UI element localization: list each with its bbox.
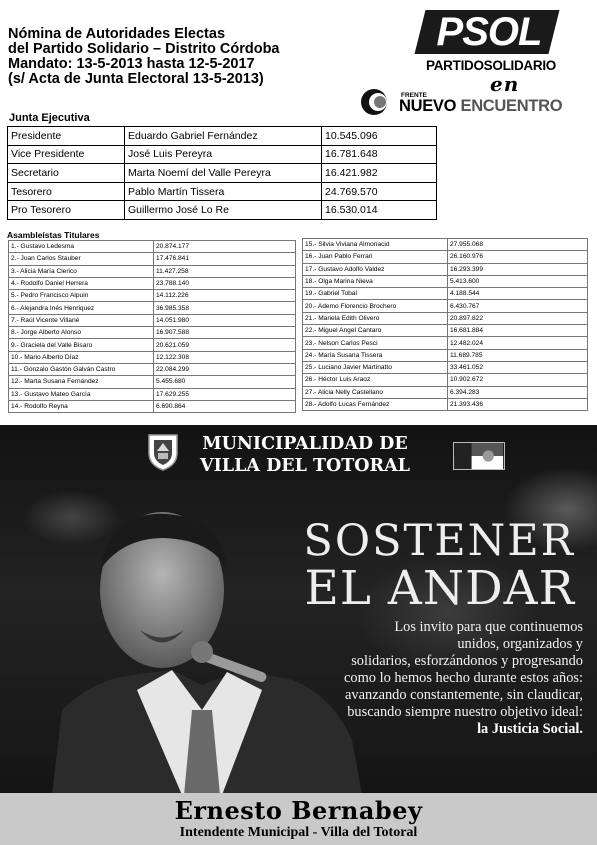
title-line-4: (s/ Acta de Junta Electoral 13-5-2013) bbox=[8, 71, 264, 87]
asambleista-nombre: 28.- Adolfo Lucas Fernández bbox=[303, 398, 448, 410]
connector-text: en bbox=[490, 72, 520, 96]
asambleista-dni: 11.427.258 bbox=[154, 265, 296, 277]
asambleista-row bbox=[303, 300, 588, 312]
asambleista-row bbox=[303, 349, 588, 361]
municipality-line-2: VILLA DEL TOTORAL bbox=[200, 456, 410, 476]
asambleista-nombre: 20.- Ademo Florencio Brochero bbox=[303, 300, 448, 312]
junta-row bbox=[8, 145, 437, 164]
campaign-poster bbox=[0, 425, 597, 845]
asambleista-dni: 12.122.308 bbox=[154, 351, 296, 363]
municipality-line-1: MUNICIPALIDAD DE bbox=[202, 434, 408, 454]
asambleista-row bbox=[9, 265, 296, 277]
junta-nombre: Pablo Martín Tissera bbox=[125, 182, 322, 201]
asambleistas-table-right bbox=[302, 238, 588, 411]
asambleista-dni: 17.629.255 bbox=[154, 388, 296, 400]
asambleista-nombre: 9.- Graciela del Valle Bisaro bbox=[9, 339, 154, 351]
junta-nombre: Guillermo José Lo Re bbox=[125, 201, 322, 220]
junta-cargo: Vice Presidente bbox=[8, 145, 125, 164]
asambleista-nombre: 13.- Gustavo Mateo García bbox=[9, 388, 154, 400]
asambleista-nombre: 17.- Gustavo Adolfo Valdez bbox=[303, 263, 448, 275]
junta-nombre: Marta Noemí del Valle Pereyra bbox=[125, 164, 322, 183]
asambleista-row bbox=[9, 400, 296, 412]
asambleista-row bbox=[9, 327, 296, 339]
junta-cargo: Secretario bbox=[8, 164, 125, 183]
asambleista-dni: 6.430.767 bbox=[448, 300, 588, 312]
asambleista-row bbox=[9, 241, 296, 253]
message-line: como lo hemos hecho durante estos años: bbox=[344, 670, 583, 686]
asambleista-dni: 20.897.822 bbox=[448, 312, 588, 324]
nuevo-encuentro-logo-icon bbox=[360, 88, 388, 116]
mayor-role: Intendente Municipal - Villa del Totoral bbox=[179, 825, 418, 840]
document-title bbox=[8, 27, 353, 87]
asambleista-nombre: 15.- Silvia Viviana Almonacid bbox=[303, 239, 448, 251]
municipal-crest-icon bbox=[146, 431, 180, 471]
asambleistas-table-left bbox=[8, 240, 296, 413]
asambleista-nombre: 26.- Héctor Luis Araoz bbox=[303, 374, 448, 386]
junta-table bbox=[7, 126, 437, 220]
asambleista-dni: 6.394.283 bbox=[448, 386, 588, 398]
junta-row bbox=[8, 182, 437, 201]
asambleista-dni: 14.051.980 bbox=[154, 314, 296, 326]
asambleista-row bbox=[303, 275, 588, 287]
asambleista-row bbox=[303, 288, 588, 300]
asambleista-row bbox=[9, 290, 296, 302]
asambleista-row bbox=[303, 239, 588, 251]
asambleista-dni: 22.084.299 bbox=[154, 363, 296, 375]
asambleista-dni: 16.681.884 bbox=[448, 325, 588, 337]
asambleista-row bbox=[9, 351, 296, 363]
asambleista-dni: 23.788.140 bbox=[154, 277, 296, 289]
asambleista-dni: 21.393.436 bbox=[448, 398, 588, 410]
title-line-2: del Partido Solidario – Distrito Córdoba bbox=[8, 41, 280, 57]
junta-dni: 16.421.982 bbox=[322, 164, 437, 183]
asambleista-nombre: 5.- Pedro Francisco Alpuin bbox=[9, 290, 154, 302]
asambleista-dni: 6.690.864 bbox=[154, 400, 296, 412]
asambleista-row bbox=[9, 253, 296, 265]
asambleista-row bbox=[9, 363, 296, 375]
frente-name-b: ENCUENTRO bbox=[460, 97, 563, 115]
asambleista-nombre: 25.- Luciano Javier Martinatto bbox=[303, 361, 448, 373]
message-line: buscando siempre nuestro objetivo ideal: bbox=[347, 704, 583, 720]
asambleista-nombre: 3.- Alicia María Clerico bbox=[9, 265, 154, 277]
campaign-headline bbox=[303, 516, 575, 616]
frente-name bbox=[399, 97, 562, 116]
junta-dni: 16.781.648 bbox=[322, 145, 437, 164]
asambleista-row bbox=[303, 325, 588, 337]
message-line: unidos, organizados y bbox=[457, 636, 583, 652]
asambleista-nombre: 14.- Rodolfo Reyna bbox=[9, 400, 154, 412]
asambleista-nombre: 8.- Jorge Alberto Alonso bbox=[9, 327, 154, 339]
asambleista-nombre: 24.- María Susana Tissera bbox=[303, 349, 448, 361]
asambleista-row bbox=[303, 251, 588, 263]
junta-nombre: José Luis Pereyra bbox=[125, 145, 322, 164]
asambleista-dni: 17.476.841 bbox=[154, 253, 296, 265]
asambleista-nombre: 4.- Rodolfo Daniel Herrera bbox=[9, 277, 154, 289]
asambleista-dni: 26.160.976 bbox=[448, 251, 588, 263]
asambleista-row bbox=[9, 388, 296, 400]
campaign-message bbox=[283, 619, 583, 738]
junta-dni: 24.769.570 bbox=[322, 182, 437, 201]
title-line-1: Nómina de Autoridades Electas bbox=[8, 26, 226, 42]
asambleista-nombre: 10.- Mario Alberto Díaz bbox=[9, 351, 154, 363]
asambleista-dni: 11.689.785 bbox=[448, 349, 588, 361]
asambleista-row bbox=[303, 386, 588, 398]
junta-dni: 10.545.096 bbox=[322, 127, 437, 146]
asambleista-dni: 12.482.024 bbox=[448, 337, 588, 349]
asambleista-nombre: 27.- Alicia Nelly Castellano bbox=[303, 386, 448, 398]
asambleista-nombre: 21.- Mariela Edith Olivero bbox=[303, 312, 448, 324]
asambleista-row bbox=[303, 398, 588, 410]
junta-row bbox=[8, 201, 437, 220]
message-emphasis: la Justicia Social. bbox=[477, 721, 583, 737]
asambleista-row bbox=[9, 314, 296, 326]
junta-nombre: Eduardo Gabriel Fernández bbox=[125, 127, 322, 146]
junta-cargo: Presidente bbox=[8, 127, 125, 146]
asambleista-dni: 10.902.672 bbox=[448, 374, 588, 386]
asambleista-row bbox=[9, 277, 296, 289]
frente-label: FRENTE bbox=[401, 92, 427, 99]
asambleista-row bbox=[9, 376, 296, 388]
junta-dni: 16.530.014 bbox=[322, 201, 437, 220]
mayor-name-bar bbox=[0, 793, 597, 845]
asambleista-nombre: 11.- Gonzalo Gastón Galván Castro bbox=[9, 363, 154, 375]
asambleista-dni: 36.985.358 bbox=[154, 302, 296, 314]
asambleista-dni: 20.621.059 bbox=[154, 339, 296, 351]
asambleista-nombre: 16.- Juan Pablo Ferrari bbox=[303, 251, 448, 263]
message-line: avanzando constantemente, sin claudicar, bbox=[345, 687, 583, 703]
title-line-3: Mandato: 13-5-2013 hasta 12-5-2017 bbox=[8, 56, 255, 72]
asambleista-dni: 27.955.068 bbox=[448, 239, 588, 251]
frente-name-a: NUEVO bbox=[399, 97, 457, 115]
asambleista-nombre: 19.- Gabriel Tobal bbox=[303, 288, 448, 300]
asambleista-dni: 14.112.226 bbox=[154, 290, 296, 302]
asambleista-nombre: 2.- Juan Carlos Stauber bbox=[9, 253, 154, 265]
asambleista-dni: 5.455.680 bbox=[154, 376, 296, 388]
asambleista-nombre: 7.- Raúl Vicente Villané bbox=[9, 314, 154, 326]
junta-cargo: Tesorero bbox=[8, 182, 125, 201]
asambleista-row bbox=[303, 361, 588, 373]
asambleista-nombre: 23.- Nelson Carlos Pesci bbox=[303, 337, 448, 349]
asambleista-nombre: 12.- Marta Susana Fernández bbox=[9, 376, 154, 388]
mayor-name: Ernesto Bernabey bbox=[174, 796, 423, 825]
municipality-name bbox=[180, 433, 430, 477]
headline-line-2: EL ANDAR bbox=[304, 561, 575, 616]
asambleista-dni: 16.293.399 bbox=[448, 263, 588, 275]
asambleista-row bbox=[303, 263, 588, 275]
asambleista-row bbox=[9, 339, 296, 351]
junta-row bbox=[8, 164, 437, 183]
junta-label: Junta Ejecutiva bbox=[9, 112, 90, 124]
asambleista-nombre: 6.- Alejandra Inés Henriquez bbox=[9, 302, 154, 314]
asambleista-row bbox=[303, 312, 588, 324]
psol-subtitle: PARTIDOSOLIDARIO bbox=[426, 58, 556, 73]
asambleista-nombre: 1.- Gustavo Ledesma bbox=[9, 241, 154, 253]
message-line: solidarios, esforzándonos y progresando bbox=[351, 653, 583, 669]
junta-row bbox=[8, 127, 437, 146]
asambleistas-label: Asambleístas Titulares bbox=[7, 230, 100, 240]
asambleista-nombre: 22.- Miguel Angel Cantaro bbox=[303, 325, 448, 337]
message-line: Los invito para que continuemos bbox=[394, 619, 583, 635]
headline-line-1: SOSTENER bbox=[303, 516, 575, 566]
asambleista-row bbox=[303, 374, 588, 386]
psol-logo: PSOL bbox=[436, 10, 542, 54]
asambleista-row bbox=[9, 302, 296, 314]
asambleista-row bbox=[303, 337, 588, 349]
asambleista-dni: 4.188.544 bbox=[448, 288, 588, 300]
junta-cargo: Pro Tesorero bbox=[8, 201, 125, 220]
asambleista-dni: 16.907.588 bbox=[154, 327, 296, 339]
asambleista-nombre: 18.- Olga Marina Nieva bbox=[303, 275, 448, 287]
asambleista-dni: 5.413.600 bbox=[448, 275, 588, 287]
asambleista-dni: 20.874.177 bbox=[154, 241, 296, 253]
municipal-flag-icon bbox=[453, 442, 505, 470]
asambleista-dni: 33.461.052 bbox=[448, 361, 588, 373]
